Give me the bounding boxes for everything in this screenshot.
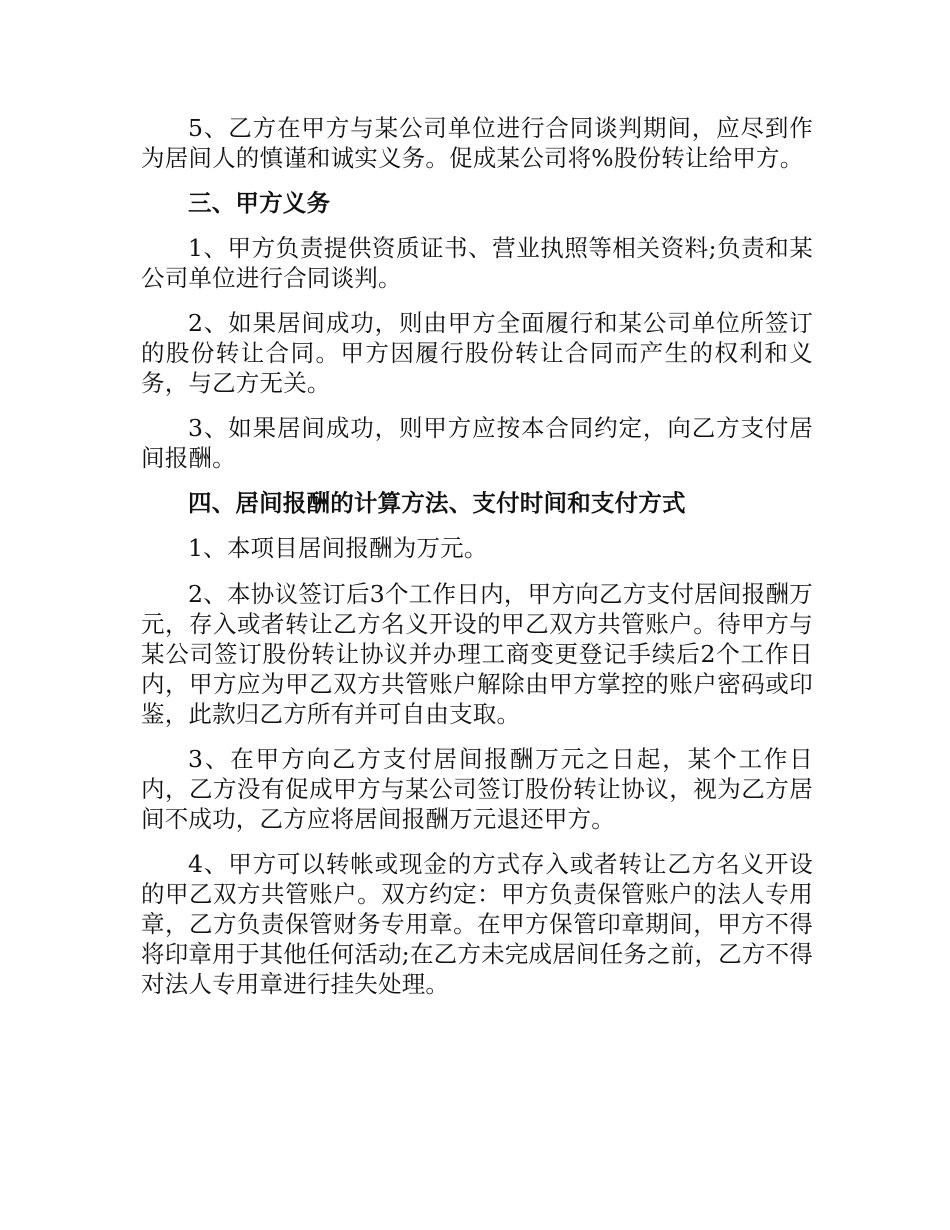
clause-2-5: 5、乙方在甲方与某公司单位进行合同谈判期间，应尽到作为居间人的慎谨和诚实义务。促成某公司将%股份转让给甲方。 xyxy=(141,114,813,172)
clause-3-2: 2、如果居间成功，则由甲方全面履行和某公司单位所签订的股份转让合同。甲方因履行股份转让合同而产生的权利和义务，与乙方无关。 xyxy=(141,309,813,397)
spacer xyxy=(141,518,813,533)
spacer xyxy=(141,473,813,488)
clause-4-1: 1、本项目居间报酬为万元。 xyxy=(188,534,488,562)
clause-4-3: 3、在甲方向乙方支付居间报酬万元之日起，某个工作日内，乙方没有促成甲方与某公司签订股份转让协议，视为乙方居间不成功，乙方应将居间报酬万元退还甲方。 xyxy=(141,745,813,833)
spacer xyxy=(141,563,813,579)
spacer xyxy=(141,173,813,188)
clause-3-3: 3、如果居间成功，则甲方应按本合同约定，向乙方支付居间报酬。 xyxy=(141,414,813,472)
clause-3-1: 1、甲方负责提供资质证书、营业执照等相关资料;负责和某公司单位进行合同谈判。 xyxy=(141,234,813,292)
spacer xyxy=(141,729,813,744)
spacer xyxy=(141,398,813,413)
clause-4-4: 4、甲方可以转帐或现金的方式存入或者转让乙方名义开设的甲乙双方共管账户。双方约定：甲方负责保管账户的法人专用章，乙方负责保管财务专用章。在甲方保管印章期间，甲方不得将印章用于其他任何活动;在乙方未完成居间任务之前，乙方不得对法人专用章进行挂失处理。 xyxy=(141,850,813,998)
document-page xyxy=(141,113,813,999)
spacer xyxy=(141,834,813,849)
clause-4-2: 2、本协议签订后3个工作日内，甲方向乙方支付居间报酬万元，存入或者转让乙方名义开设的甲乙双方共管账户。待甲方与某公司签订股份转让协议并办理工商变更登记手续后2个工作日内，甲方应为甲乙双方共管账户解除由甲方掌控的账户密码或印鉴，此款归乙方所有并可自由支取。 xyxy=(141,580,813,728)
spacer xyxy=(141,218,813,233)
section-heading-4: 四、居间报酬的计算方法、支付时间和支付方式 xyxy=(188,489,686,517)
spacer xyxy=(141,293,813,308)
section-heading-3: 三、甲方义务 xyxy=(188,189,331,217)
